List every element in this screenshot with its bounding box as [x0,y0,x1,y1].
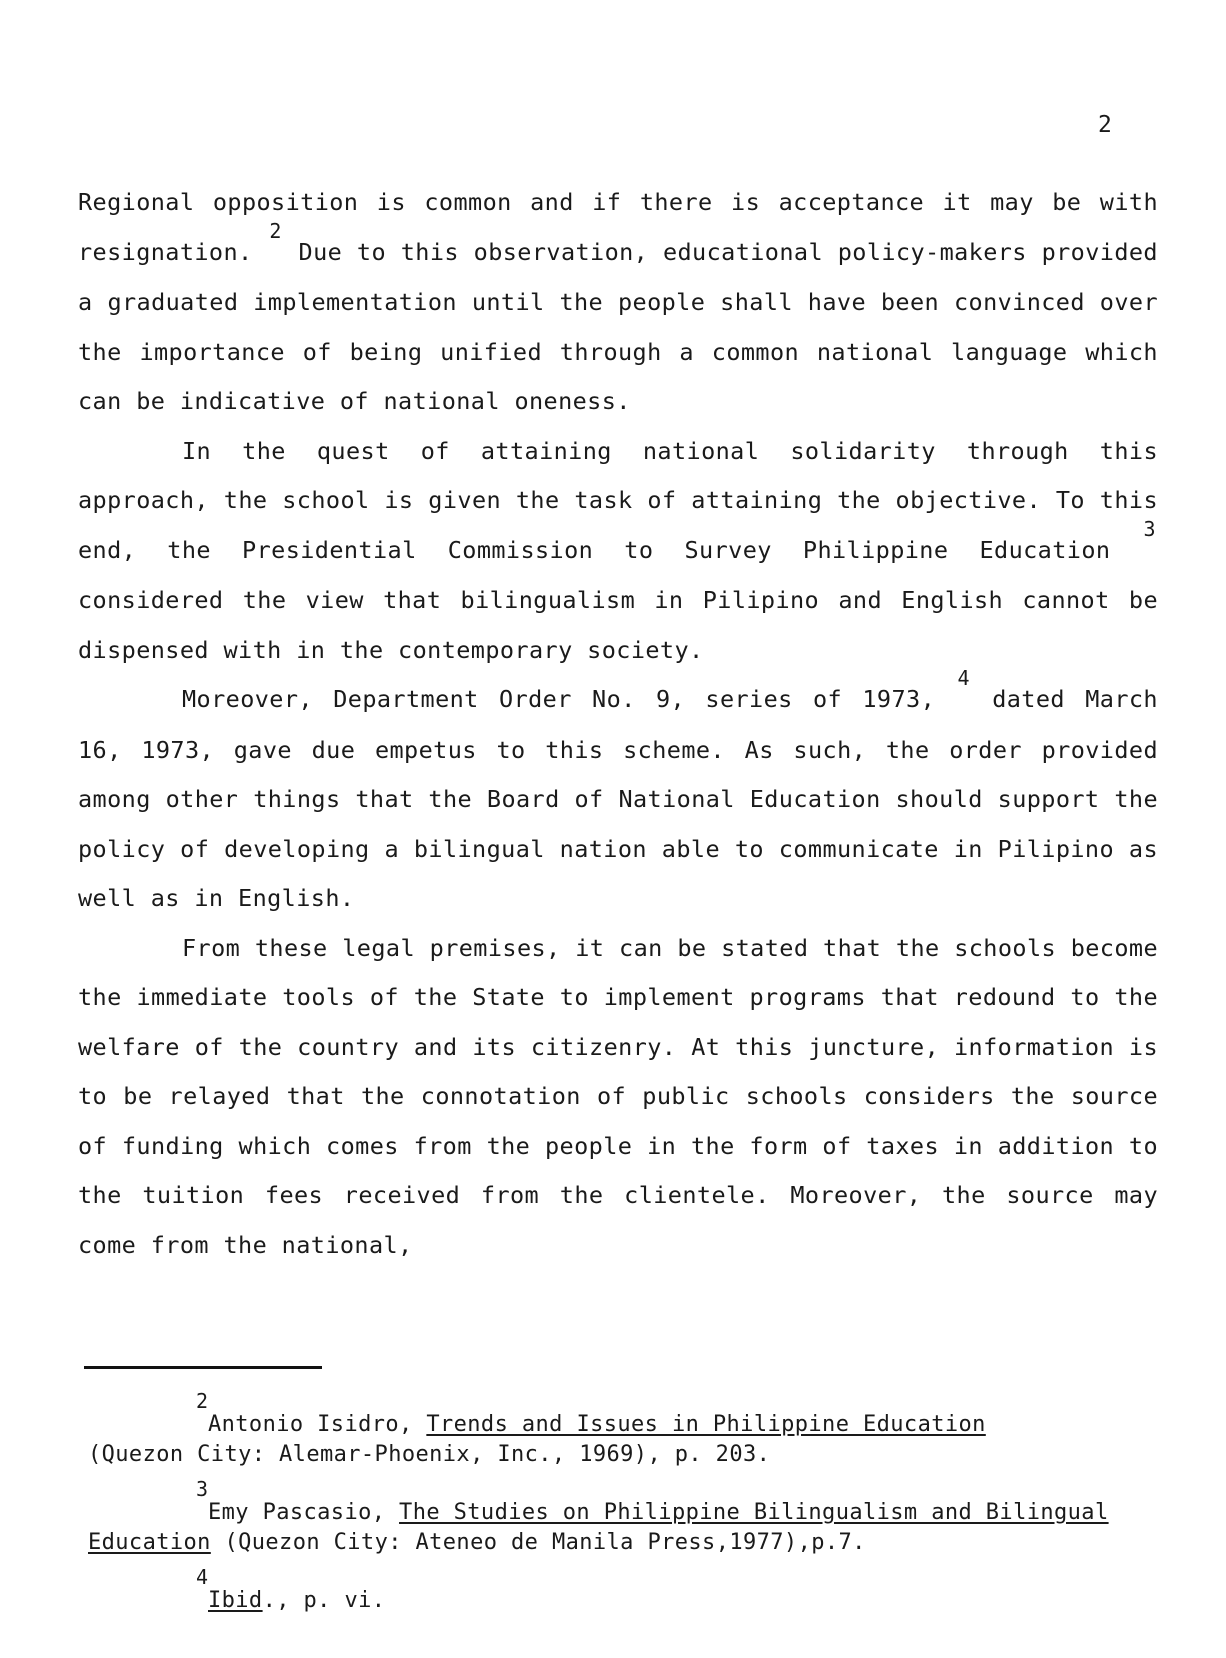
footnote-4-title: Ibid [208,1588,263,1613]
paragraph-3 [78,666,1158,924]
paragraph-1 [78,178,1158,427]
footnote-4 [88,1565,1168,1616]
footnote-2 [88,1389,1168,1470]
footnote-3-mark: 3 [196,1477,209,1501]
body-text [78,178,1158,1270]
paragraph-1-text-after: Due to this observation, educational policy-makers provided a graduated implementation until the people shall have been convinced over the importance of being unified through a common national language which can be indicative of national oneness. [78,237,1158,415]
paragraph-4: From these legal premises, it can be stated that the schools become the immediate tools of the State to implement programs that redound to the welfare of the country and its citizenry. At this juncture, information is to be relayed that the connotation of public schools considers the source of funding which comes from the people in the form of taxes in addition to the tuition fees received from the clientele. Moreover, the source may come from the national, [78,933,1158,1259]
paragraph-1-text-before: Regional opposition is common and if there is acceptance it may be with resignation. [78,188,1158,266]
footnote-3-publication: (Quezon City: Ateneo de Manila Press,1977),p.7. [224,1530,866,1555]
footnote-2-publication: (Quezon City: Alemar-Phoenix, Inc., 1969), p. 203. [88,1442,771,1467]
footnote-ref-2: 2 [269,218,282,243]
paragraph-2-text-before: In the quest of attaining national solidarity through this approach, the school is given the task of attaining the objective. To this end, the Presidential Commission to Survey Philippine Education [78,436,1158,564]
footnote-2-author: Antonio Isidro, [208,1412,413,1437]
page-number: 2 [1098,112,1112,138]
paragraph-3-text-after: dated March 16, 1973, gave due empetus to this scheme. As such, the order provided among other things that the Board of National Education should support the policy of developing a bilingual nation able to communicate in Pilipino as well as in English. [78,685,1158,912]
footnote-ref-4: 4 [957,666,970,690]
footnote-2-mark: 2 [196,1389,209,1413]
footnote-separator [84,1366,322,1369]
footnotes [88,1389,1168,1626]
footnote-ref-3: 3 [1143,516,1156,541]
paragraph-3-text-before: Moreover, Department Order No. 9, series of 1973, [182,685,936,713]
paragraph-2 [78,427,1158,676]
footnote-4-mark: 4 [196,1565,209,1589]
footnote-3 [88,1477,1168,1558]
footnote-3-title: The Studies on Philippine Bilingualism and Bilingual Education [88,1500,1109,1555]
paragraph-2-text-after: considered the view that bilingualism in Pilipino and English cannot be dispensed with in the contemporary society. [78,586,1158,664]
footnote-3-author: Emy Pascasio, [208,1500,386,1525]
footnote-4-publication: ., p. vi. [262,1588,386,1613]
footnote-2-title: Trends and Issues in Philippine Education [426,1412,986,1437]
